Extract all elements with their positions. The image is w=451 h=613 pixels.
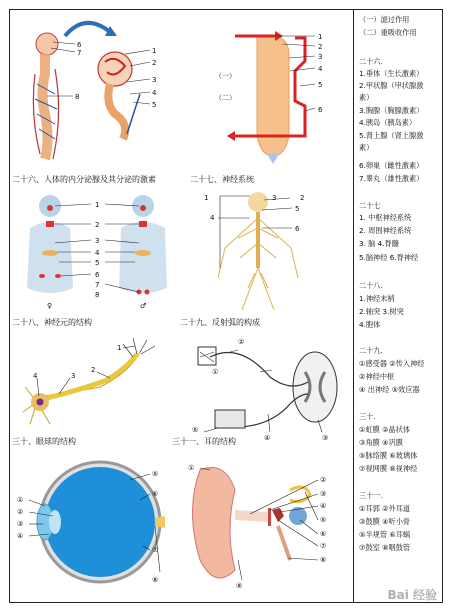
kidney-label-6: 6 xyxy=(77,41,82,49)
answer-line: ⑤脉络膜 ⑥玻璃体 xyxy=(359,451,418,460)
neuron-label-3: 3 xyxy=(71,372,76,380)
eye-label-7: ⑦ xyxy=(152,546,159,554)
endocrine-label-5: 5 xyxy=(95,259,100,267)
nephron-label-4: 4 xyxy=(318,65,323,73)
answer-line: 二十九. xyxy=(359,346,383,355)
answer-line: （二）重吸收作用 xyxy=(359,28,417,37)
nervous-label-5: 5 xyxy=(295,205,300,213)
nephron-roman-1: （一） xyxy=(215,72,236,80)
answer-line: 1.神经末梢 xyxy=(359,294,395,303)
nephron-label-6: 6 xyxy=(318,106,323,114)
ear-label-8: ⑧ xyxy=(320,556,327,564)
answer-line: 7.睾丸（雄性激素） xyxy=(359,174,424,183)
answer-line: ⑦视网膜 ⑧视神经 xyxy=(359,464,418,473)
eye-label-6: ⑥ xyxy=(152,490,159,498)
endocrine-label-1: 1 xyxy=(95,201,100,209)
answer-line: 3. 脑 4.脊髓 xyxy=(359,239,399,248)
caption-27: 二十七、神经系统 xyxy=(190,175,254,184)
answer-line: 2.甲状腺（甲状腺激 xyxy=(359,81,424,90)
endocrine-diagram xyxy=(15,188,180,313)
endocrine-label-6: 6 xyxy=(95,271,100,279)
kidney-label-4: 4 xyxy=(152,89,157,97)
answer-line: 二十八. xyxy=(359,281,383,290)
endocrine-label-7: 7 xyxy=(95,281,100,289)
eye-label-2: ② xyxy=(17,508,24,516)
kidney-diagram xyxy=(15,14,175,169)
answer-line: （一）滤过作用 xyxy=(359,15,410,24)
kidney-label-2: 2 xyxy=(152,59,157,67)
answer-line: 4.胞体 xyxy=(359,320,381,329)
answer-line: 6.卵巢（雌性激素） xyxy=(359,161,424,170)
nervous-label-1: 1 xyxy=(204,194,209,202)
kidney-label-3: 3 xyxy=(152,76,157,84)
kidney-label-5: 5 xyxy=(152,101,157,109)
neuron-label-2: 2 xyxy=(91,366,96,374)
answer-line: 4.胰岛（胰岛素） xyxy=(359,118,417,127)
neuron-diagram xyxy=(15,332,175,432)
reflex-label-5: ⑤ xyxy=(192,426,199,434)
nervous-label-3: 3 xyxy=(272,194,277,202)
answer-line: 三十一. xyxy=(359,491,383,500)
caption-28: 二十八、神经元的结构 xyxy=(12,318,92,327)
reflex-label-2: ② xyxy=(238,338,245,346)
caption-31: 三十一、耳的结构 xyxy=(172,437,236,446)
ear-label-4: ④ xyxy=(320,502,327,510)
ear-label-7: ⑦ xyxy=(320,542,327,550)
answer-line: ③鼓膜 ④听小骨 xyxy=(359,517,411,526)
answer-line: ④ 出神经 ⑤效应器 xyxy=(359,385,420,394)
nephron-roman-2: （二） xyxy=(215,94,236,102)
ear-diagram xyxy=(180,450,340,595)
nervous-system-diagram xyxy=(200,188,330,313)
female-body-figure xyxy=(27,195,73,293)
ear-label-9: ⑨ xyxy=(236,582,243,590)
answer-line: 2. 周围神经系统 xyxy=(359,226,412,235)
answer-line: 1.垂体（生长激素） xyxy=(359,69,424,78)
eye-label-1: ① xyxy=(17,496,24,504)
reflex-label-4: ④ xyxy=(264,434,271,442)
caption-29: 二十九、反射弧的构成 xyxy=(180,318,260,327)
nephron-label-1: 1 xyxy=(318,33,323,41)
female-symbol: ♀ xyxy=(47,302,53,310)
answer-line: ⑦鼓室 ⑧咽鼓管 xyxy=(359,543,411,552)
neuron-label-4: 4 xyxy=(33,372,38,380)
answer-line: 素） xyxy=(359,143,374,152)
nephron-label-3: 3 xyxy=(318,53,323,61)
answer-line: 三十. xyxy=(359,412,376,421)
answer-line: 二十六. xyxy=(359,57,383,66)
nephron-diagram xyxy=(205,16,340,168)
answer-line: ⑤半规管 ⑥耳蜗 xyxy=(359,530,411,539)
reflex-label-1: ① xyxy=(212,368,219,376)
answer-line: 2.轴突 3.树突 xyxy=(359,307,404,316)
answer-line: ①感受器 ②传入神经 xyxy=(359,359,425,368)
nervous-label-6: 6 xyxy=(295,225,300,233)
kidney-label-8: 8 xyxy=(75,93,80,101)
reflex-label-3: ③ xyxy=(322,434,329,442)
ear-label-5: ⑤ xyxy=(320,516,327,524)
answer-line: 5.脑神经 6.脊神经 xyxy=(359,253,419,262)
endocrine-label-2: 2 xyxy=(95,221,100,229)
answer-line: 二十七 xyxy=(359,201,381,210)
kidney-label-7: 7 xyxy=(77,49,82,57)
nervous-label-2: 2 xyxy=(300,194,305,202)
reflex-arc-diagram xyxy=(190,332,340,447)
answer-line: ①耳郭 ②外耳道 xyxy=(359,504,411,513)
endocrine-label-4: 4 xyxy=(95,249,100,257)
eye-label-3: ③ xyxy=(17,520,24,528)
caption-30: 三十、眼球的结构 xyxy=(12,437,76,446)
male-symbol: ♂ xyxy=(140,302,147,310)
watermark: Bai 经验 xyxy=(387,588,437,602)
caption-26: 二十六、人体的内分泌腺及其分泌的激素 xyxy=(12,175,156,184)
eye-diagram xyxy=(15,450,165,595)
ear-label-6: ⑥ xyxy=(320,530,327,538)
eye-label-4: ④ xyxy=(17,532,24,540)
ear-label-2: ② xyxy=(320,476,327,484)
eye-label-8: ⑧ xyxy=(152,576,159,584)
nephron-label-2: 2 xyxy=(318,43,323,51)
answer-line: ②神经中枢 xyxy=(359,372,395,381)
answer-line: 3.胸腺（胸腺激素） xyxy=(359,106,424,115)
ear-label-1: ① xyxy=(188,464,195,472)
male-body-figure xyxy=(119,195,167,295)
endocrine-label-8: 8 xyxy=(95,291,100,299)
kidney-label-1: 1 xyxy=(152,47,157,55)
answer-line: 素） xyxy=(359,93,374,102)
nervous-label-4: 4 xyxy=(210,214,215,222)
nephron-label-5: 5 xyxy=(318,81,323,89)
answer-line: 5.肾上腺（肾上腺激 xyxy=(359,131,424,140)
ear-label-3: ③ xyxy=(320,490,327,498)
answer-line: ①虹膜 ②晶状体 xyxy=(359,425,411,434)
endocrine-label-3: 3 xyxy=(95,237,100,245)
answer-line: ③角膜 ④巩膜 xyxy=(359,438,403,447)
neuron-label-1: 1 xyxy=(117,344,122,352)
eye-label-5: ⑤ xyxy=(152,470,159,478)
answer-line: 1. 中枢神经系统 xyxy=(359,213,412,222)
